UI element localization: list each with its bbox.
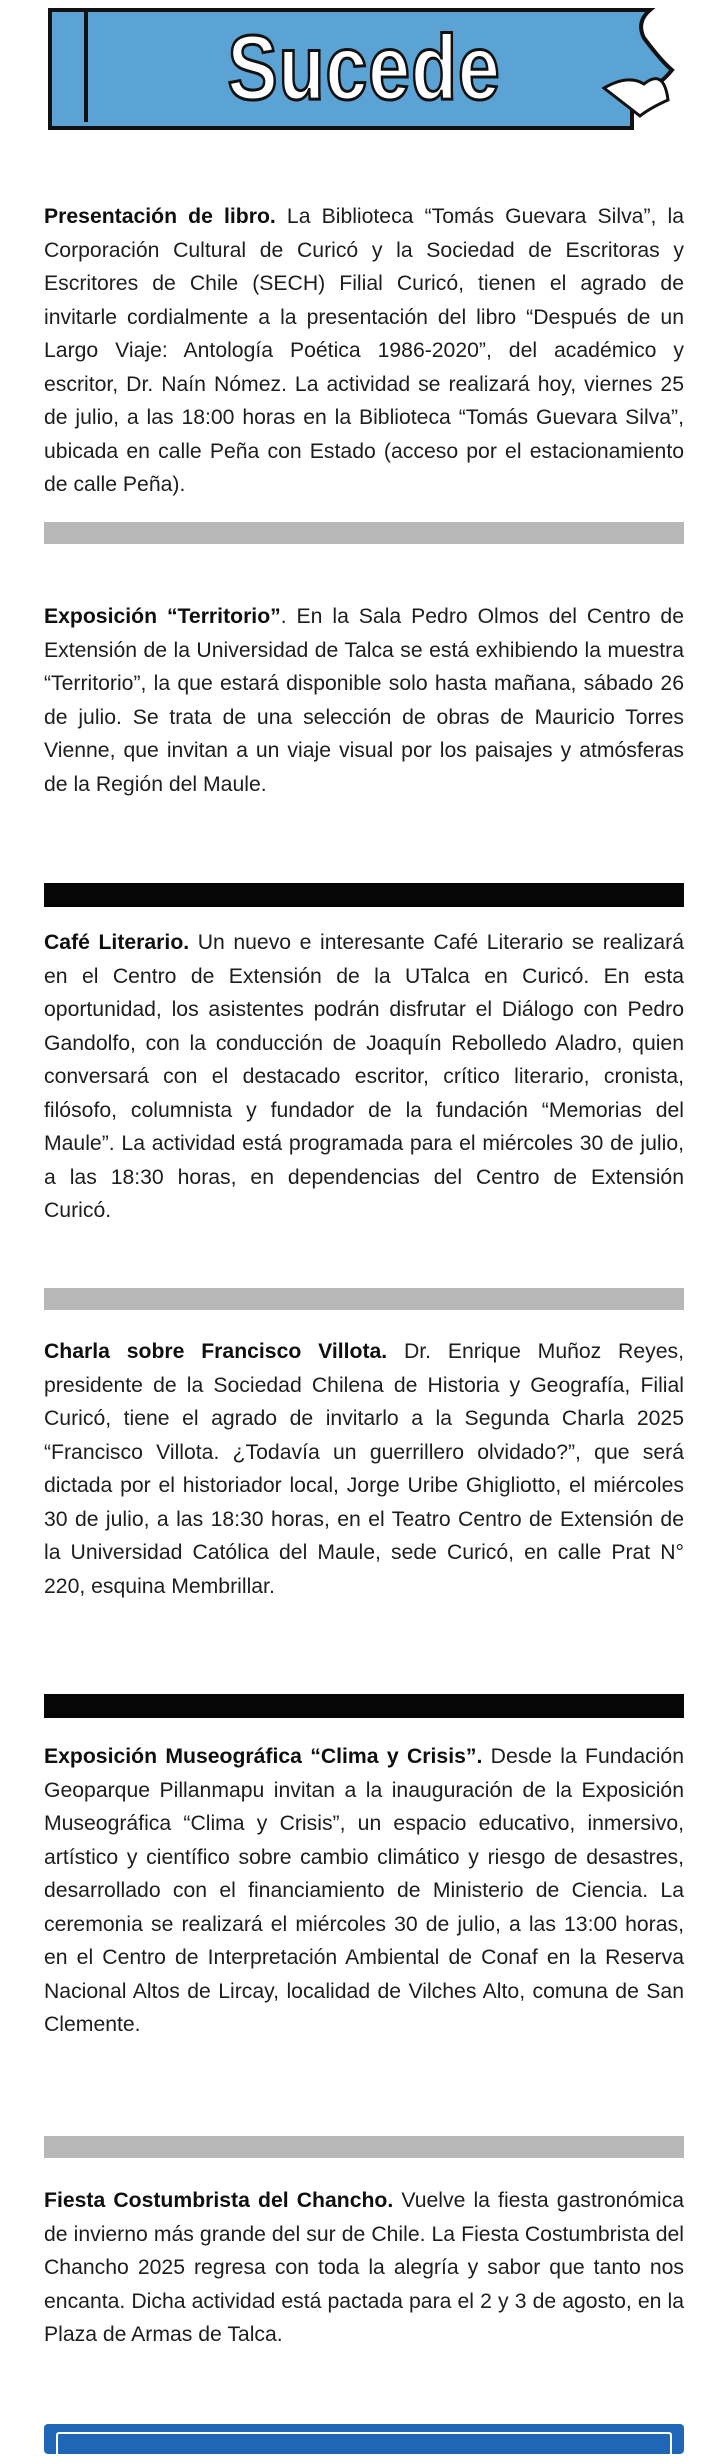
article-lead: Café Literario. <box>44 931 190 954</box>
separator-gray <box>44 2136 684 2158</box>
article-body: La Biblioteca “Tomás Guevara Silva”, la Corporación Cultural de Curicó y la Sociedad de Escritoras y Escritores de Chile (SECH) Filial Curicó, tienen el agrado de invitarle cordialmente a la presentación del libro “Después de un Largo Viaje: Antología Poética 1986-2020”, del académico y escritor, Dr. Naín Nómez. La actividad se realizará hoy, viernes 25 de julio, a las 18:00 horas en la Biblioteca “Tomás Guevara Silva”, ubicada en calle Peña con Estado (acceso por el estacionamiento de calle Peña). <box>44 205 684 496</box>
separator-black <box>44 883 684 907</box>
separator-gray <box>44 522 684 544</box>
article-clima-crisis <box>44 1740 684 2042</box>
article-lead: Fiesta Costumbrista del Chancho. <box>44 2189 394 2212</box>
article-lead: Presentación de libro. <box>44 205 276 228</box>
separator-black <box>44 1694 684 1718</box>
next-section-box <box>44 2424 684 2454</box>
article-presentacion-libro <box>44 200 684 502</box>
separator-gray <box>44 1288 684 1310</box>
article-body: Dr. Enrique Muñoz Reyes, presidente de la Sociedad Chilena de Historia y Geografía, Filial Curicó, tiene el agrado de invitarlo a la Segunda Charla 2025 “Francisco Villota. ¿Todavía un guerrillero olvidado?”, que será dictada por el historiador local, Jorge Uribe Ghigliotto, el miércoles 30 de julio, a las 18:30 horas, en el Teatro Centro de Extensión de la Universidad Católica del Maule, sede Curicó, en calle Prat N° 220, esquina Membrillar. <box>44 1340 684 1598</box>
article-cafe-literario <box>44 926 684 1228</box>
article-fiesta-chancho <box>44 2184 684 2352</box>
article-body: Un nuevo e interesante Café Literario se realizará en el Centro de Extensión de la UTalca en Curicó. En esta oportunidad, los asistentes podrán disfrutar el Diálogo con Pedro Gandolfo, con la conducción de Joaquín Rebolledo Aladro, quien conversará con el destacado escritor, crítico literario, cronista, filósofo, columnista y fundador de la fundación “Memorias del Maule”. La actividad está programada para el miércoles 30 de julio, a las 18:30 horas, en dependencias del Centro de Extensión Curicó. <box>44 931 685 1222</box>
banner-title: Sucede <box>227 17 501 119</box>
article-body: . En la Sala Pedro Olmos del Centro de Extensión de la Universidad de Talca se está exhibiendo la muestra “Territorio”, la que estará disponible solo hasta mañana, sábado 26 de julio. Se trata de una selección de obras de Mauricio Torres Vienne, que invitan a un viaje visual por los paisajes y atmósferas de la Región del Maule. <box>44 605 684 796</box>
section-banner <box>44 4 684 136</box>
next-section-frame <box>56 2432 672 2464</box>
article-body: Desde la Fundación Geoparque Pillanmapu invitan a la inauguración de la Exposición Museográfica “Clima y Crisis”, un espacio educativo, inmersivo, artístico y científico sobre cambio climático y riesgo de desastres, desarrollado con el financiamiento de Ministerio de Ciencia. La ceremonia se realizará el miércoles 30 de julio, a las 13:00 horas, en el Centro de Interpretación Ambiental de Conaf en la Reserva Nacional Altos de Lircay, localidad de Vilches Alto, comuna de San Clemente. <box>44 1745 684 2036</box>
article-lead: Exposición Museográfica “Clima y Crisis”. <box>44 1745 483 1768</box>
article-charla-villota <box>44 1335 684 1603</box>
article-lead: Charla sobre Francisco Villota. <box>44 1340 388 1363</box>
article-body: Vuelve la fiesta gastronómica de invierno más grande del sur de Chile. La Fiesta Costumbrista del Chancho 2025 regresa con toda la alegría y sabor que tanto nos encanta. Dicha actividad está pactada para el 2 y 3 de agosto, en la Plaza de Armas de Talca. <box>44 2189 684 2346</box>
article-lead: Exposición “Territorio” <box>44 605 281 628</box>
article-exposicion-territorio <box>44 600 684 801</box>
